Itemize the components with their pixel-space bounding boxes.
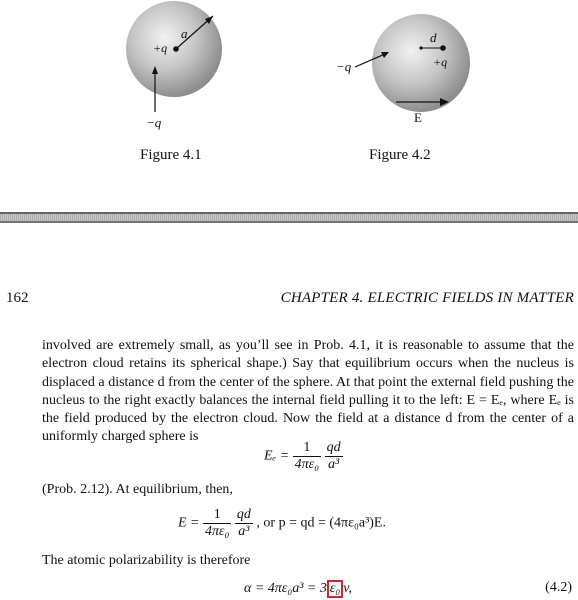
label-displacement: d [430,30,437,45]
eq2-rhs: , or p = qd = (4πε₀a³)E. [256,515,386,531]
paragraph-1: involved are extremely small, as you’ll see in Prob. 4.1, it is reasonable to assume that the electron cloud retains its spherical shape.) Say that equilibrium occurs when the nucleus is displaced a distance d from the center of the sphere. At that point the external field pushing the nucleus to the right exactly balances the internal field pulling it to the left: E = Eₑ, where Eₑ is the field produced by the electron cloud. Now the field at a distance d from the center of a uniformly charged sphere is [42,338,574,445]
label-cloud-fig1: −q [146,115,162,130]
equation-number: (4.2) [545,580,572,595]
center-dot [419,46,422,49]
equation-polarizability [244,580,352,598]
eq1-fraction-2: $\frac{qd}{\text{a³}}$ [326,440,341,472]
eq2-lhs: E = [178,515,200,531]
equation-field-inside-sphere [264,440,343,473]
paragraph-3: The atomic polarizability is therefore [42,553,251,568]
figure-caption-1: Figure 4.1 [140,147,202,163]
equation-equilibrium [178,507,386,540]
eq2-fraction-2: $\frac{qd}{\text{a³}}$ [236,507,251,539]
eq3-lhs: α = 4πε₀a³ = 3 [244,581,327,596]
page-number: 162 [6,290,29,306]
paragraph-2: (Prob. 2.12). At equilibrium, then, [42,482,233,497]
page-divider-band [0,214,578,221]
eq1-lhs: Eₑ = [264,448,290,464]
figure-caption-2: Figure 4.2 [369,147,431,163]
label-nucleus-fig2: +q [433,55,448,69]
nucleus-dot-fig1 [173,46,179,52]
atom-sphere-fig2 [372,14,470,112]
running-head: CHAPTER 4. ELECTRIC FIELDS IN MATTER [280,290,574,306]
eq3-tail: v, [343,581,352,596]
label-cloud-fig2: −q [336,59,352,74]
page-divider-bottom [0,221,578,223]
eq1-fraction-1: $\frac{1}{\text{4πε₀}}$ [294,440,320,472]
highlighted-symbol: ε₀ [327,580,343,598]
label-nucleus-fig1: +q [153,41,168,55]
figures-illustration [0,0,578,205]
label-radius: a [181,26,188,41]
eq2-fraction-1: $\frac{1}{\text{4πε₀}}$ [205,507,230,539]
nucleus-dot-fig2 [440,45,446,51]
label-field: E [414,110,422,125]
